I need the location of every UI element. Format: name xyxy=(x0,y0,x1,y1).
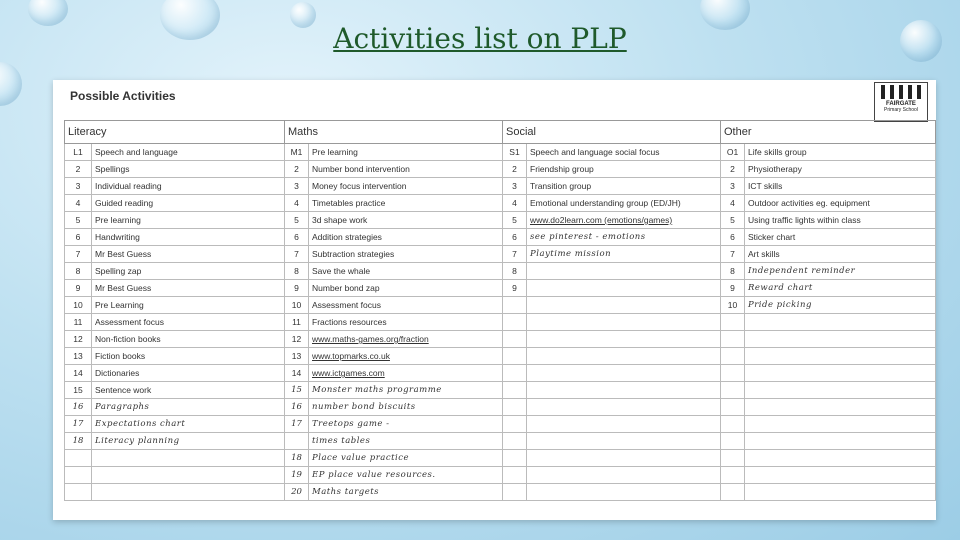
social-number-cell: 5 xyxy=(503,212,527,229)
social-activity-cell xyxy=(527,314,721,331)
other-activity-cell: Life skills group xyxy=(745,144,936,161)
other-number-cell xyxy=(721,484,745,501)
logo-name: FAIRGATE xyxy=(886,101,916,107)
social-number-cell xyxy=(503,382,527,399)
bubble-decoration xyxy=(0,62,22,106)
social-number-cell xyxy=(503,416,527,433)
social-activity-cell xyxy=(527,365,721,382)
table-row xyxy=(65,433,936,450)
other-number-cell: 10 xyxy=(721,297,745,314)
literacy-activity-cell: Paragraphs xyxy=(92,399,285,416)
literacy-activity-cell xyxy=(92,450,285,467)
literacy-activity-cell: Assessment focus xyxy=(92,314,285,331)
table-row xyxy=(65,297,936,314)
maths-activity-cell: www.ictgames.com xyxy=(309,365,503,382)
school-logo xyxy=(874,82,928,122)
literacy-number-cell: 8 xyxy=(65,263,92,280)
social-number-cell: 7 xyxy=(503,246,527,263)
literacy-number-cell: 16 xyxy=(65,399,92,416)
maths-activity-cell: Number bond intervention xyxy=(309,161,503,178)
maths-number-cell: 5 xyxy=(285,212,309,229)
other-activity-cell: Art skills xyxy=(745,246,936,263)
table-row xyxy=(65,416,936,433)
literacy-number-cell: 7 xyxy=(65,246,92,263)
column-header-literacy: Literacy xyxy=(65,121,285,144)
social-number-cell: 8 xyxy=(503,263,527,280)
table-row xyxy=(65,467,936,484)
column-header-maths: Maths xyxy=(285,121,503,144)
table-row xyxy=(65,263,936,280)
social-number-cell xyxy=(503,297,527,314)
literacy-activity-cell: Spellings xyxy=(92,161,285,178)
social-activity-cell xyxy=(527,331,721,348)
other-activity-cell xyxy=(745,331,936,348)
social-number-cell xyxy=(503,399,527,416)
other-number-cell: 3 xyxy=(721,178,745,195)
table-row xyxy=(65,382,936,399)
literacy-number-cell: 12 xyxy=(65,331,92,348)
social-number-cell: 2 xyxy=(503,161,527,178)
literacy-number-cell xyxy=(65,484,92,501)
social-activity-cell xyxy=(527,297,721,314)
other-number-cell: 4 xyxy=(721,195,745,212)
social-number-cell: 6 xyxy=(503,229,527,246)
column-header-social: Social xyxy=(503,121,721,144)
other-number-cell xyxy=(721,416,745,433)
other-number-cell xyxy=(721,382,745,399)
maths-activity-cell: Save the whale xyxy=(309,263,503,280)
other-number-cell xyxy=(721,433,745,450)
table-row xyxy=(65,348,936,365)
social-number-cell xyxy=(503,484,527,501)
maths-activity-cell: www.maths-games.org/fraction xyxy=(309,331,503,348)
literacy-activity-cell: Dictionaries xyxy=(92,365,285,382)
literacy-number-cell: 4 xyxy=(65,195,92,212)
literacy-activity-cell: Spelling zap xyxy=(92,263,285,280)
table-row xyxy=(65,280,936,297)
literacy-activity-cell: Fiction books xyxy=(92,348,285,365)
logo-subtitle: Primary School xyxy=(884,107,918,113)
maths-number-cell: M1 xyxy=(285,144,309,161)
maths-number-cell xyxy=(285,433,309,450)
literacy-number-cell: L1 xyxy=(65,144,92,161)
other-number-cell xyxy=(721,348,745,365)
other-number-cell: O1 xyxy=(721,144,745,161)
table-header-row xyxy=(65,121,936,144)
literacy-number-cell: 2 xyxy=(65,161,92,178)
other-number-cell xyxy=(721,450,745,467)
other-activity-cell: Outdoor activities eg. equipment xyxy=(745,195,936,212)
maths-number-cell: 3 xyxy=(285,178,309,195)
maths-number-cell: 18 xyxy=(285,450,309,467)
social-activity-cell xyxy=(527,484,721,501)
other-number-cell xyxy=(721,314,745,331)
literacy-activity-cell: Mr Best Guess xyxy=(92,280,285,297)
other-number-cell: 7 xyxy=(721,246,745,263)
maths-number-cell: 20 xyxy=(285,484,309,501)
maths-number-cell: 11 xyxy=(285,314,309,331)
social-activity-cell: www.do2learn.com (emotions/games) xyxy=(527,212,721,229)
maths-activity-cell: times tables xyxy=(309,433,503,450)
maths-number-cell: 6 xyxy=(285,229,309,246)
maths-activity-cell: Fractions resources xyxy=(309,314,503,331)
literacy-activity-cell: Handwriting xyxy=(92,229,285,246)
social-activity-cell xyxy=(527,467,721,484)
table-row xyxy=(65,195,936,212)
table-row xyxy=(65,229,936,246)
literacy-number-cell: 6 xyxy=(65,229,92,246)
literacy-activity-cell: Guided reading xyxy=(92,195,285,212)
social-activity-cell xyxy=(527,263,721,280)
maths-activity-cell: Place value practice xyxy=(309,450,503,467)
maths-number-cell: 13 xyxy=(285,348,309,365)
literacy-activity-cell xyxy=(92,484,285,501)
social-activity-cell xyxy=(527,348,721,365)
table-row xyxy=(65,144,936,161)
other-number-cell xyxy=(721,399,745,416)
other-activity-cell: Physiotherapy xyxy=(745,161,936,178)
literacy-number-cell: 11 xyxy=(65,314,92,331)
social-activity-cell xyxy=(527,382,721,399)
literacy-activity-cell: Speech and language xyxy=(92,144,285,161)
maths-activity-cell: Number bond zap xyxy=(309,280,503,297)
social-number-cell xyxy=(503,348,527,365)
maths-activity-cell: Assessment focus xyxy=(309,297,503,314)
other-number-cell: 6 xyxy=(721,229,745,246)
maths-activity-cell: Monster maths programme xyxy=(309,382,503,399)
other-number-cell: 8 xyxy=(721,263,745,280)
literacy-number-cell: 9 xyxy=(65,280,92,297)
social-activity-cell xyxy=(527,399,721,416)
maths-activity-cell: Pre learning xyxy=(309,144,503,161)
table-row xyxy=(65,331,936,348)
other-number-cell xyxy=(721,365,745,382)
literacy-number-cell: 5 xyxy=(65,212,92,229)
activities-table xyxy=(64,120,936,501)
maths-number-cell: 12 xyxy=(285,331,309,348)
literacy-number-cell: 17 xyxy=(65,416,92,433)
social-number-cell xyxy=(503,314,527,331)
literacy-number-cell: 18 xyxy=(65,433,92,450)
literacy-number-cell: 10 xyxy=(65,297,92,314)
maths-number-cell: 4 xyxy=(285,195,309,212)
other-activity-cell xyxy=(745,382,936,399)
literacy-activity-cell: Mr Best Guess xyxy=(92,246,285,263)
literacy-activity-cell: Pre learning xyxy=(92,212,285,229)
maths-number-cell: 7 xyxy=(285,246,309,263)
table-row xyxy=(65,365,936,382)
other-activity-cell xyxy=(745,399,936,416)
table-row xyxy=(65,314,936,331)
other-number-cell xyxy=(721,331,745,348)
maths-number-cell: 17 xyxy=(285,416,309,433)
maths-number-cell: 10 xyxy=(285,297,309,314)
other-activity-cell xyxy=(745,467,936,484)
maths-activity-cell: number bond biscuits xyxy=(309,399,503,416)
table-row xyxy=(65,161,936,178)
maths-number-cell: 9 xyxy=(285,280,309,297)
social-activity-cell: Friendship group xyxy=(527,161,721,178)
literacy-number-cell: 13 xyxy=(65,348,92,365)
other-activity-cell: Pride picking xyxy=(745,297,936,314)
other-activity-cell: ICT skills xyxy=(745,178,936,195)
maths-activity-cell: Maths targets xyxy=(309,484,503,501)
social-activity-cell: Speech and language social focus xyxy=(527,144,721,161)
other-number-cell: 5 xyxy=(721,212,745,229)
social-activity-cell: see pinterest - emotions xyxy=(527,229,721,246)
social-activity-cell xyxy=(527,450,721,467)
table-row xyxy=(65,399,936,416)
other-activity-cell xyxy=(745,416,936,433)
other-activity-cell xyxy=(745,348,936,365)
social-activity-cell: Emotional understanding group (ED/JH) xyxy=(527,195,721,212)
maths-number-cell: 16 xyxy=(285,399,309,416)
social-activity-cell xyxy=(527,280,721,297)
social-number-cell xyxy=(503,331,527,348)
maths-activity-cell: Money focus intervention xyxy=(309,178,503,195)
maths-number-cell: 8 xyxy=(285,263,309,280)
column-header-other: Other xyxy=(721,121,936,144)
other-activity-cell xyxy=(745,450,936,467)
other-number-cell xyxy=(721,467,745,484)
maths-activity-cell: Treetops game - xyxy=(309,416,503,433)
other-activity-cell: Independent reminder xyxy=(745,263,936,280)
literacy-activity-cell: Individual reading xyxy=(92,178,285,195)
social-number-cell xyxy=(503,467,527,484)
literacy-activity-cell xyxy=(92,467,285,484)
other-activity-cell xyxy=(745,365,936,382)
other-activity-cell xyxy=(745,433,936,450)
table-row xyxy=(65,484,936,501)
maths-activity-cell: www.topmarks.co.uk xyxy=(309,348,503,365)
other-activity-cell xyxy=(745,314,936,331)
table-row xyxy=(65,246,936,263)
literacy-number-cell: 3 xyxy=(65,178,92,195)
maths-activity-cell: EP place value resources. xyxy=(309,467,503,484)
social-activity-cell xyxy=(527,433,721,450)
social-number-cell: 9 xyxy=(503,280,527,297)
social-activity-cell: Playtime mission xyxy=(527,246,721,263)
social-activity-cell xyxy=(527,416,721,433)
social-number-cell xyxy=(503,450,527,467)
maths-activity-cell: 3d shape work xyxy=(309,212,503,229)
maths-number-cell: 15 xyxy=(285,382,309,399)
literacy-activity-cell: Literacy planning xyxy=(92,433,285,450)
other-activity-cell xyxy=(745,484,936,501)
literacy-number-cell: 14 xyxy=(65,365,92,382)
literacy-number-cell xyxy=(65,450,92,467)
sheet-heading: Possible Activities xyxy=(70,89,176,103)
literacy-activity-cell: Non-fiction books xyxy=(92,331,285,348)
maths-activity-cell: Timetables practice xyxy=(309,195,503,212)
social-number-cell: S1 xyxy=(503,144,527,161)
social-number-cell xyxy=(503,433,527,450)
maths-activity-cell: Addition strategies xyxy=(309,229,503,246)
social-number-cell xyxy=(503,365,527,382)
other-number-cell: 2 xyxy=(721,161,745,178)
literacy-activity-cell: Expectations chart xyxy=(92,416,285,433)
maths-number-cell: 14 xyxy=(285,365,309,382)
maths-number-cell: 2 xyxy=(285,161,309,178)
social-number-cell: 4 xyxy=(503,195,527,212)
table-row xyxy=(65,212,936,229)
table-row xyxy=(65,178,936,195)
literacy-activity-cell: Sentence work xyxy=(92,382,285,399)
maths-number-cell: 19 xyxy=(285,467,309,484)
slide-title: Activities list on PLP xyxy=(333,22,627,55)
literacy-number-cell xyxy=(65,467,92,484)
maths-activity-cell: Subtraction strategies xyxy=(309,246,503,263)
activities-sheet xyxy=(53,80,936,520)
social-number-cell: 3 xyxy=(503,178,527,195)
other-activity-cell: Sticker chart xyxy=(745,229,936,246)
table-row xyxy=(65,450,936,467)
social-activity-cell: Transition group xyxy=(527,178,721,195)
other-number-cell: 9 xyxy=(721,280,745,297)
other-activity-cell: Using traffic lights within class xyxy=(745,212,936,229)
literacy-activity-cell: Pre Learning xyxy=(92,297,285,314)
other-activity-cell: Reward chart xyxy=(745,280,936,297)
literacy-number-cell: 15 xyxy=(65,382,92,399)
